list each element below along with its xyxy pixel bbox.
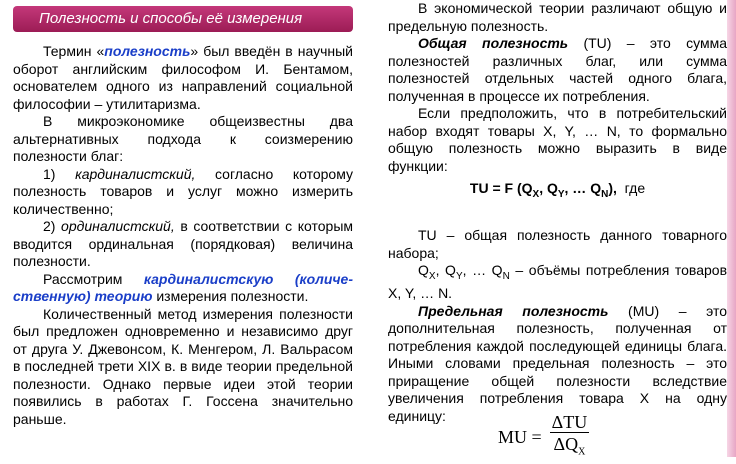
term-marginal-utility: Предельная полезность [418,302,609,319]
text: в соответствии с которым вводится ординальная (порядковая) величина полезности. [13,218,354,269]
paragraph-quantities [388,262,727,303]
fraction-numerator: ΔTU [551,412,588,432]
paragraph-total-marginal: В экономической теории различают общую и предельную полезность. [388,0,727,34]
subscript: X [428,270,436,282]
text: » был введён в научный оборот английским философом И. Бентамом, основателем одного из направлений социальной философии – утилитаризма. [13,43,353,112]
text: (TU) – это сумма полезностей различных благ, или сумма полезностей отдельных частей одного блага, полученная в процессе их потребления. [388,35,727,104]
text: согласно которому полезность товаров и услуг можно измерить количественно; [13,165,353,217]
paragraph-two-approaches: В микроэкономике общеизвестны два альтернативных подхода к соизмерению полезности благ: [13,113,353,164]
paragraph-term-utility [13,43,353,113]
text: , … Q [462,262,503,278]
text: 1) [43,165,76,182]
left-column [13,6,353,428]
text: Рассмотрим [43,270,144,287]
text: ), [608,180,617,196]
subscript: X [578,446,586,458]
text: Q [418,262,429,278]
paragraph-tu-definition: TU – общая полезность данного товарного набора; [388,227,727,261]
text: Термин « [43,43,105,59]
text: ΔQ [553,434,579,454]
text: , … Q [564,180,602,196]
section-title-banner: Полезность и способы её измерения [13,6,353,32]
fraction [550,412,590,464]
subscript: Y [455,270,463,282]
subscript: Y [557,188,565,200]
subscript: N [502,270,510,282]
paragraph-quantitative-method: Количественный метод измерения полезности был предложен одновременно и независимо друг от друга У. Джевонсом, К. Менгером, Л. Вальрасом в последней трети XIX в. в виде теории предельной полезности. Однако первые идеи этой теории появились в работах Г. Госсена значительно раньше. [13,305,353,427]
formula-lhs: MU = [498,427,542,448]
text: – объёмы потребления товаров X, Y, … N. [388,262,728,302]
list-item-ordinalist [13,218,353,271]
term-cardinal-theory: кардиналистскую (количе-ственную) теорию [13,270,353,304]
subscript: N [601,188,609,200]
term-utility: полезность [104,43,191,59]
text: 2) [43,218,62,234]
paragraph-consider-cardinal [13,271,353,306]
page-edge-decoration [727,0,736,457]
list-item-cardinalist [13,166,353,219]
subscript: X [532,188,540,200]
term-total-utility: Общая полезность [418,35,569,51]
fraction-denominator [554,433,586,464]
paragraph-total-utility [388,35,727,105]
total-utility-formula [388,177,727,205]
text: TU = F (Q [469,180,533,196]
text: , Q [435,262,456,278]
text: , Q [539,180,558,196]
marginal-utility-formula [498,412,589,464]
text: (MU) – это дополнительная полезность, полученная от потребления каждой последующей единицы блага. Иными словами предельная полезность – это приращение общей полезности вследствие увеличения потребления товара X на одну единицу: [388,302,727,424]
text: где [624,180,646,196]
text: измерения полезности. [152,288,309,304]
paragraph-marginal-utility [388,303,727,426]
term-ordinalist: ординалистский, [61,218,175,234]
spacer [388,211,727,227]
paragraph-function-intro: Если предположить, что в потребительский набор входят товары X, Y, … N, то формально общую полезность можно выразить в виде функции: [388,105,727,174]
term-cardinalist: кардиналистский, [75,165,196,182]
